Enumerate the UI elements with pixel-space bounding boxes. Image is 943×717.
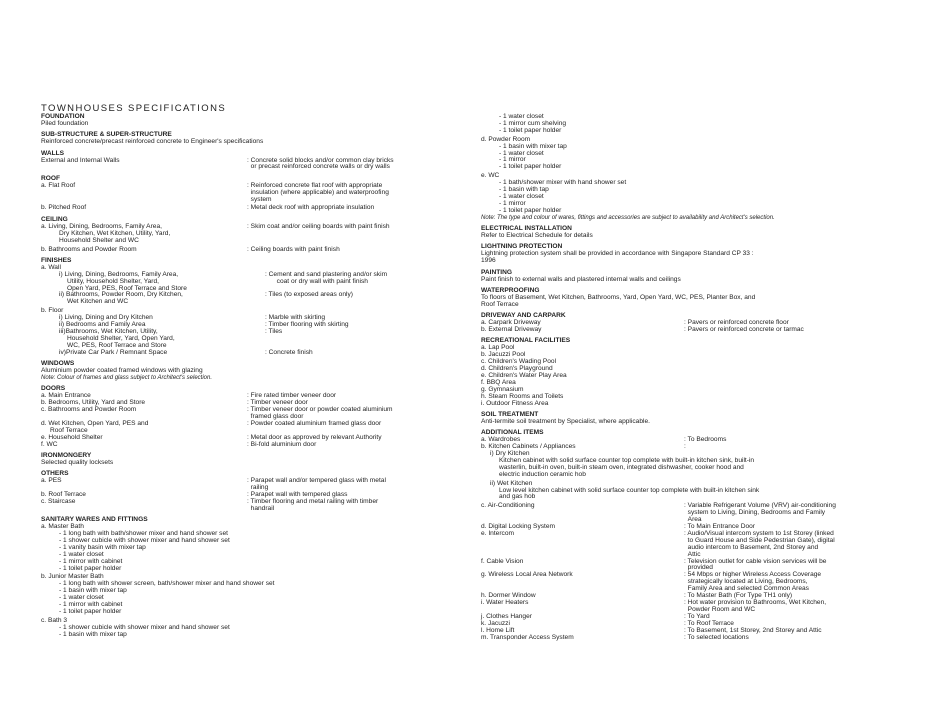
spec-value: : Timber veneer door — [245, 400, 466, 407]
spec-item: c. Air-Conditioning — [481, 502, 535, 510]
spec-value: : Metal door as approved by relevant Authority — [245, 435, 466, 442]
spec-line: - 1 water closet — [59, 594, 104, 602]
section-heading: IRONMONGERY — [41, 451, 92, 459]
section-heading: RECREATIONAL FACILITIES — [481, 337, 571, 345]
spec-line: Selected quality locksets — [41, 458, 114, 466]
spec-row — [41, 442, 466, 449]
spec-value: Attic — [687, 550, 701, 558]
spec-line: b. Jacuzzi Pool — [481, 351, 526, 359]
section-heading: WALLS — [41, 149, 65, 157]
section-heading: SANITARY WARES AND FITTINGS — [41, 516, 148, 524]
spec-value: : To Main Entrance Door — [682, 524, 906, 531]
spec-item: d. Wet Kitchen, Open Yard, PES and — [41, 419, 149, 427]
spec-line: b. Floor — [41, 307, 64, 315]
spec-line: - 1 water closet — [499, 192, 544, 200]
spec-item: l. Home Lift — [481, 626, 515, 634]
spec-line: 1996 — [481, 257, 496, 265]
spec-value: : To Yard — [682, 614, 906, 621]
spec-item: d. Digital Locking System — [481, 523, 556, 531]
spec-line: - 1 basin with mixer tap — [59, 587, 127, 595]
spec-line: i) Dry Kitchen — [490, 449, 530, 457]
spec-value: strategically located at Living, Bedrooms, — [687, 578, 808, 586]
spec-line: - 1 long bath with shower screen, bath/shower mixer and hand shower set — [59, 580, 275, 588]
spec-value: insulation (where applicable) and waterproofing — [250, 188, 389, 196]
spec-value: or precast reinforced concrete walls or dry walls — [250, 163, 390, 171]
spec-value: system to Living, Dining, Bedrooms and Family — [687, 509, 826, 517]
spec-item — [481, 510, 682, 517]
spec-line: - 1 shower cubicle with shower mixer and hand shower set — [59, 536, 230, 544]
spec-item: ii) Bathrooms, Powder Room, Dry Kitchen, — [59, 291, 183, 299]
spec-line: a. Lap Pool — [481, 344, 515, 352]
section-heading: ELECTRICAL INSTALLATION — [481, 225, 572, 233]
spec-line: Household Shelter, Yard, Open Yard, — [67, 334, 175, 342]
spec-line: To floors of Basement, Wet Kitchen, Bathrooms, Yard, Open Yard, WC, PES, Planter Box, and — [481, 293, 756, 301]
note-text: Note: Colour of frames and glass subject to Architect's selection. — [41, 374, 213, 381]
section-heading: ADDITIONAL ITEMS — [481, 429, 544, 437]
spec-line: h. Steam Rooms and Toilets — [481, 392, 564, 400]
spec-value: : Pavers or reinforced concrete or tarmac — [682, 327, 906, 334]
spec-value: to Guard House and Side Pedestrian Gate), digital — [687, 536, 835, 544]
spec-item: b. Roof Terrace — [41, 491, 86, 498]
spec-item: b. Bathrooms and Powder Room — [41, 245, 137, 253]
spec-line: - 1 basin with mixer tap — [59, 630, 127, 638]
spec-value: : Tiles (to exposed areas only) — [263, 292, 466, 299]
spec-line: and gas hob — [499, 493, 536, 501]
spec-value: : Television outlet for cable vision services will be — [682, 559, 906, 566]
spec-item: e. Intercom — [481, 529, 514, 537]
section-heading: SUB-STRUCTURE & SUPER-STRUCTURE — [41, 131, 172, 139]
spec-item: h. Dormer Window — [481, 592, 536, 600]
spec-line: a. Wall — [41, 263, 61, 271]
spec-value: : 54 Mbps or higher Wireless Access Coverage — [682, 572, 906, 579]
spec-value: provided — [687, 564, 713, 572]
section-heading: OTHERS — [41, 470, 69, 478]
spec-item: b. Kitchen Cabinets / Appliances — [481, 443, 576, 451]
spec-value: : Timber flooring with skirting — [263, 322, 466, 329]
spec-item: k. Jacuzzi — [481, 619, 510, 627]
left-column — [41, 114, 466, 639]
spec-line: - 1 basin with mixer tap — [499, 142, 567, 150]
spec-item: f. Cable Vision — [481, 557, 524, 565]
spec-line: - 1 vanity basin with mixer tap — [59, 543, 146, 551]
spec-item: i) Living, Dining, Bedrooms, Family Area, — [59, 270, 179, 278]
spec-row — [481, 635, 906, 642]
spec-row — [41, 197, 466, 204]
spec-item — [481, 545, 682, 552]
spec-value: : Metal deck roof with appropriate insulation — [245, 205, 466, 212]
spec-row — [481, 327, 906, 334]
spec-line: Reinforced concrete/precast reinforced concrete to Engineer's specifications — [41, 138, 264, 146]
spec-value: : Bi-fold aluminium door — [245, 442, 466, 449]
spec-value: coat or dry wall with paint finish — [276, 277, 368, 285]
spec-value: : To Master Bath (For Type TH1 only) — [682, 593, 906, 600]
spec-value: railing — [250, 484, 269, 492]
spec-line: g. Gymnasium — [481, 385, 524, 393]
spec-line: Refer to Electrical Schedule for details — [481, 232, 593, 239]
spec-item — [41, 190, 245, 197]
spec-item: i) Living, Dining and Dry Kitchen — [59, 314, 153, 322]
spec-item: a. Main Entrance — [41, 392, 91, 400]
spec-item: b. External Driveway — [481, 325, 542, 333]
section-heading: CEILING — [41, 215, 68, 223]
spec-value: : Fire rated timber veneer door — [245, 393, 466, 400]
right-column — [481, 114, 906, 641]
spec-line: d. Powder Room — [481, 135, 531, 143]
spec-value: system — [250, 195, 272, 203]
spec-item: a. Living, Dining, Bedrooms, Family Area, — [41, 222, 162, 230]
section-heading: WATERPROOFING — [481, 286, 540, 294]
spec-line: Paint finish to external walls and plastered internal walls and ceilings — [481, 275, 681, 283]
section-heading: FINISHES — [41, 256, 72, 264]
spec-value: : Variable Refrigerant Volume (VRV) air-conditioning — [682, 503, 906, 510]
spec-line: Lightning protection system shall be provided in accordance with Singapore Standard CP 33 : — [481, 250, 754, 258]
spec-line: WC, PES, Roof Terrace and Store — [67, 341, 167, 349]
section-heading: ROOF — [41, 174, 61, 182]
spec-value: framed glass door — [250, 412, 304, 420]
spec-item: c. Staircase — [41, 497, 76, 505]
spec-row — [41, 506, 466, 513]
spec-value — [682, 444, 906, 451]
spec-line: Anti-termite soil treatment by Specialist, where applicable. — [481, 417, 650, 425]
spec-item: a. Carpark Driveway — [481, 319, 541, 327]
spec-value: : To selected locations — [682, 635, 906, 642]
spec-line: Piled foundation — [41, 119, 89, 127]
spec-value: : Audio/Visual intercom system to 1st Storey (linked — [682, 531, 906, 538]
spec-item: b. Bedrooms, Utility, Yard and Store — [41, 399, 146, 407]
spec-item: j. Clothes Hanger — [481, 612, 532, 620]
spec-line: - 1 basin with tap — [499, 186, 549, 194]
spec-value: : Ceiling boards with paint finish — [245, 247, 466, 254]
spec-value: handrail — [250, 504, 275, 512]
spec-line: e. WC — [481, 172, 500, 180]
spec-line: Kitchen cabinet with solid surface counter top complete with built-in kitchen sink, built-in — [499, 456, 755, 464]
spec-line: a. Master Bath — [41, 523, 84, 531]
spec-item — [481, 579, 682, 586]
spec-value: : Cement and sand plastering and/or skim — [263, 272, 466, 279]
spec-row — [41, 350, 466, 357]
spec-value: : To Roof Terrace — [682, 621, 906, 628]
spec-value: : Parapet wall with tempered glass — [245, 492, 466, 499]
spec-item: iv)Private Car Park / Remnant Space — [59, 348, 168, 356]
section-heading: DOORS — [41, 385, 66, 393]
spec-item: g. Wireless Local Area Network — [481, 571, 573, 579]
spec-line: e. Children's Water Play Area — [481, 371, 567, 379]
spec-item: b. Pitched Roof — [41, 204, 87, 212]
spec-row — [41, 164, 466, 171]
spec-line: - 1 toilet paper holder — [499, 126, 562, 134]
spec-line: Open Yard, PES, Roof Terrace and Store — [67, 284, 187, 292]
section-heading: SOIL TREATMENT — [481, 410, 539, 418]
spec-value: : Pavers or reinforced concrete floor — [682, 320, 906, 327]
section-heading: WINDOWS — [41, 360, 75, 368]
spec-value: : To Bedrooms — [682, 437, 906, 444]
spec-row — [481, 444, 906, 451]
page-title: TOWNHOUSES SPECIFICATIONS — [41, 103, 227, 114]
spec-item — [41, 197, 245, 204]
spec-item: a. Flat Roof — [41, 181, 76, 189]
spec-item: iii)Bathrooms, Wet Kitchen, Utility, — [59, 327, 158, 335]
spec-value: : Skim coat and/or ceiling boards with paint finish — [245, 224, 466, 231]
spec-item: Utility, Household Shelter, Yard, — [67, 277, 159, 285]
spec-line: - 1 mirror — [499, 156, 526, 164]
spec-value: Powder Room and WC — [687, 605, 756, 613]
spec-item: m. Transponder Access System — [481, 633, 574, 641]
spec-row — [41, 247, 466, 254]
spec-value: Area — [687, 516, 702, 524]
spec-value: : Reinforced concrete flat roof with appropriate — [245, 183, 466, 190]
spec-line: - 1 toilet paper holder — [499, 206, 562, 214]
spec-line: electric induction ceramic hob — [499, 470, 586, 478]
spec-line: wasterlin, built-in oven, built-in steam oven, integrated dishwasher, cooker hood and — [499, 463, 744, 471]
spec-value: audio intercom to Basement, 2nd Storey and — [687, 543, 819, 551]
spec-line: Dry Kitchen, Wet Kitchen, Utility, Yard, — [59, 229, 171, 237]
spec-line: - 1 mirror cum shelving — [499, 119, 567, 127]
section-heading: PAINTING — [481, 268, 513, 276]
spec-item: a. Wardrobes — [481, 436, 521, 444]
spec-value: : Powder coated aluminium framed glass door — [245, 421, 466, 428]
spec-value: Family Area and selected Common Areas — [687, 585, 809, 593]
spec-row — [41, 421, 466, 428]
spec-line: - 1 bath/shower mixer with hand shower set — [499, 179, 627, 187]
spec-line: - 1 water closet — [499, 149, 544, 157]
spec-value: : To Basement, 1st Storey, 2nd Storey and Attic — [682, 628, 906, 635]
spec-item — [41, 164, 245, 171]
spec-line: - 1 shower cubicle with shower mixer and hand shower set — [59, 623, 230, 631]
spec-line: - 1 toilet paper holder — [499, 163, 562, 171]
spec-line: - 1 mirror — [499, 199, 526, 207]
spec-item: f. WC — [41, 440, 58, 448]
spec-line: - 1 water closet — [499, 113, 544, 120]
spec-line: Wet Kitchen and WC — [67, 298, 129, 306]
spec-line: Low level kitchen cabinet with solid surface counter top complete with built-in kitchen sink — [499, 486, 760, 494]
spec-line: b. Junior Master Bath — [41, 573, 104, 581]
spec-line: - 1 mirror with cabinet — [59, 557, 123, 565]
spec-item — [41, 506, 245, 513]
spec-item: External and Internal Walls — [41, 156, 120, 164]
spec-line: d. Children's Playground — [481, 365, 553, 372]
spec-value: : Hot water provision to Bathrooms, Wet Kitchen, — [682, 600, 906, 607]
spec-line: Roof Terrace — [50, 426, 88, 434]
section-heading: DRIVEWAY AND CARPARK — [481, 312, 566, 320]
spec-line: Aluminium powder coated framed windows with glazing — [41, 367, 203, 374]
spec-value: : Concrete finish — [263, 350, 466, 357]
spec-item — [481, 538, 682, 545]
spec-value: : Marble with skirting — [263, 315, 466, 322]
spec-item: c. Bathrooms and Powder Room — [41, 406, 137, 414]
spec-line: Roof Terrace — [481, 300, 519, 308]
spec-value: : Tiles — [263, 329, 466, 336]
spec-line: - 1 mirror with cabinet — [59, 601, 123, 609]
spec-line: - 1 long bath with bath/shower mixer and hand shower set — [59, 530, 228, 538]
spec-value: : Timber flooring and metal railing with timber — [245, 499, 466, 506]
spec-line: - 1 toilet paper holder — [59, 608, 122, 615]
note-text: Note: The type and colour of wares, fittings and accessories are subject to availability and Architect's selection. — [481, 214, 775, 221]
spec-item: ii) Bedrooms and Family Area — [59, 321, 146, 329]
section-heading: FOUNDATION — [41, 113, 85, 120]
spec-line: c. Bath 3 — [41, 616, 68, 624]
spec-line: Household Shelter and WC — [59, 236, 139, 244]
spec-value: : Concrete solid blocks and/or common clay bricks — [245, 158, 466, 165]
spec-item: a. PES — [41, 477, 62, 485]
spec-line: - 1 water closet — [59, 550, 104, 558]
spec-line: ii) Wet Kitchen — [490, 479, 533, 487]
spec-line: i. Outdoor Fitness Area — [481, 399, 549, 407]
spec-line: - 1 toilet paper holder — [59, 564, 122, 572]
spec-item: i. Water Heaters — [481, 599, 529, 606]
spec-item: e. Household Shelter — [41, 433, 103, 441]
section-heading: LIGHTNING PROTECTION — [481, 243, 563, 251]
spec-value: : Timber veneer door or powder coated aluminium — [245, 407, 466, 414]
spec-line: f. BBQ Area — [481, 378, 516, 386]
spec-line: c. Children's Wading Pool — [481, 358, 557, 366]
spec-row — [41, 205, 466, 212]
spec-value: : Parapet wall and/or tempered glass with metal — [245, 478, 466, 485]
